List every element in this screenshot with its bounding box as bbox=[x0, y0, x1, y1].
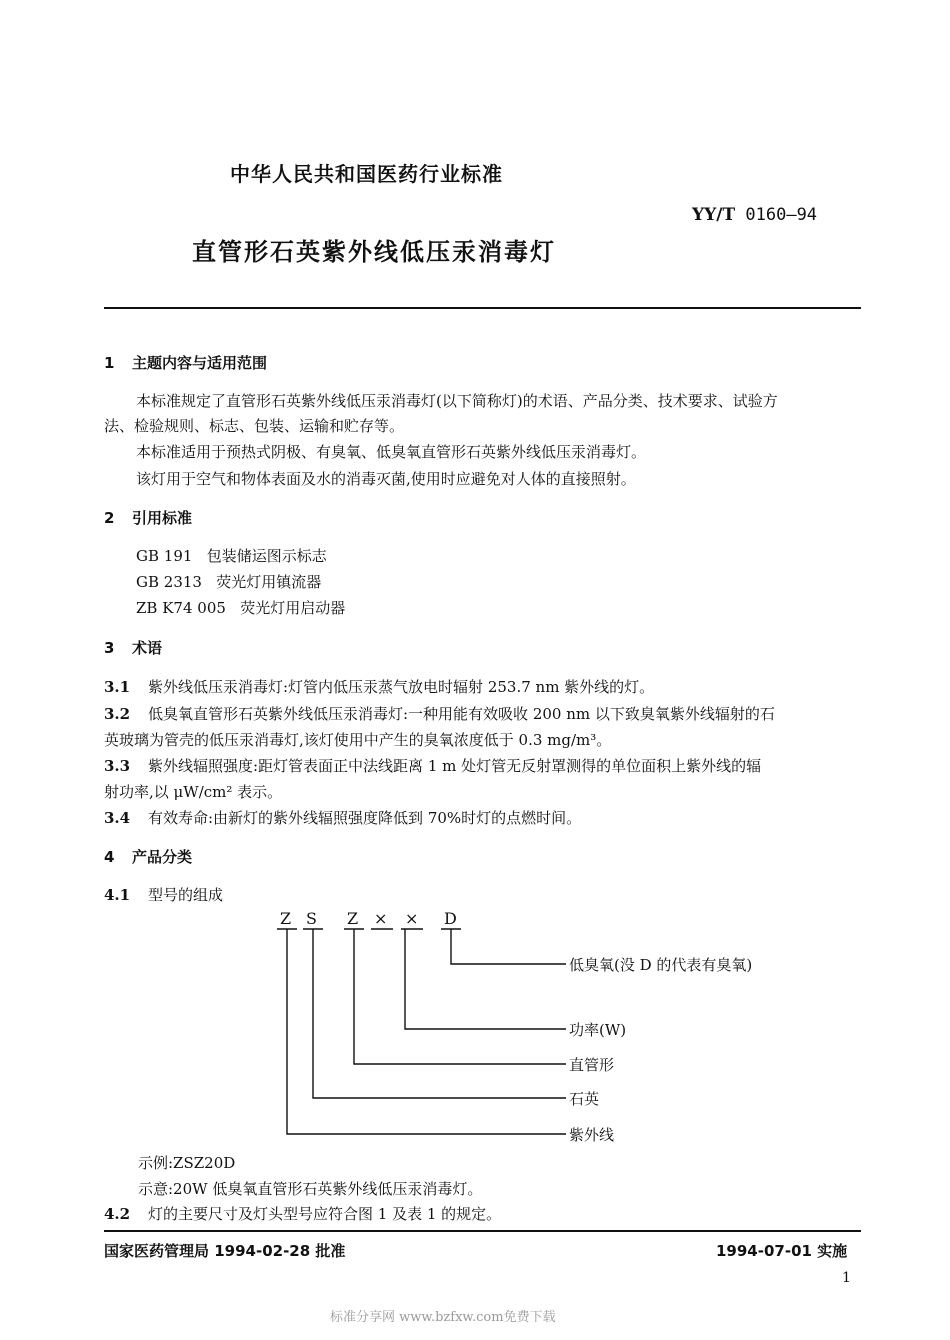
diagram-label-low-ozone: 低臭氧(没 D 的代表有臭氧) bbox=[569, 956, 753, 974]
diagram-leader-straight bbox=[354, 929, 566, 1064]
section-3-title: 术语 bbox=[132, 639, 163, 657]
document-title: 直管形石英紫外线低压汞消毒灯 bbox=[192, 238, 556, 266]
section-2-number: 2 bbox=[104, 509, 115, 527]
term-number: 3.1 bbox=[104, 678, 131, 696]
subsection-title: 型号的组成 bbox=[148, 886, 224, 904]
section-4-number: 4 bbox=[104, 848, 115, 866]
code-prefix: YY/T bbox=[692, 205, 736, 225]
diagram-label-straight: 直管形 bbox=[569, 1056, 615, 1074]
standard-org-heading: 中华人民共和国医药行业标准 bbox=[230, 162, 503, 186]
term-3-2-cont: 英玻璃为管壳的低压汞消毒灯,该灯使用中产生的臭氧浓度低于 0.3 mg/m³。 bbox=[104, 731, 612, 749]
diagram-label-quartz: 石英 bbox=[569, 1090, 600, 1108]
diagram-leader-d bbox=[451, 929, 566, 964]
implementation-date: 1994-07-01 实施 bbox=[716, 1242, 848, 1260]
term-number: 3.3 bbox=[104, 757, 131, 775]
diagram-label-uv: 紫外线 bbox=[569, 1126, 615, 1144]
term-text: 低臭氧直管形石英紫外线低压汞消毒灯:一种用能有效吸收 200 nm 以下致臭氧紫外线辐射的石 bbox=[148, 705, 775, 723]
section-3-number: 3 bbox=[104, 639, 115, 657]
code-number: 0160—94 bbox=[745, 205, 818, 225]
approval-line: 国家医药管理局 1994-02-28 批准 bbox=[104, 1242, 346, 1260]
ref-name: 包装储运图示标志 bbox=[206, 547, 327, 565]
ref-code: GB 2313 bbox=[136, 573, 202, 591]
diagram-letter: S bbox=[306, 909, 317, 928]
section-2-title: 引用标准 bbox=[132, 509, 193, 527]
term-number: 3.2 bbox=[104, 705, 131, 723]
section-1-para2: 本标准适用于预热式阴极、有臭氧、低臭氧直管形石英紫外线低压汞消毒灯。 bbox=[136, 443, 647, 461]
ref-code: GB 191 bbox=[136, 547, 193, 565]
section-4-title: 产品分类 bbox=[132, 848, 193, 866]
section-1-para3: 该灯用于空气和物体表面及水的消毒灭菌,使用时应避免对人体的直接照射。 bbox=[136, 470, 636, 488]
diagram-letter: Z bbox=[347, 909, 359, 928]
subsection-number: 4.2 bbox=[104, 1205, 131, 1223]
diagram-leader-quartz bbox=[313, 929, 566, 1098]
section-1-title: 主题内容与适用范围 bbox=[132, 354, 268, 372]
page-number: 1 bbox=[842, 1270, 851, 1286]
section-1-number: 1 bbox=[104, 354, 115, 372]
term-3-3-cont: 射功率,以 μW/cm² 表示。 bbox=[104, 783, 283, 801]
diagram-letter: Z bbox=[280, 909, 292, 928]
section-1-para1-line2: 法、检验规则、标志、包装、运输和贮存等。 bbox=[104, 417, 405, 435]
term-text: 紫外线低压汞消毒灯:灯管内低压汞蒸气放电时辐射 253.7 nm 紫外线的灯。 bbox=[148, 678, 655, 696]
ref-name: 荧光灯用启动器 bbox=[240, 599, 346, 617]
term-text: 有效寿命:由新灯的紫外线辐照强度降低到 70%时灯的点燃时间。 bbox=[148, 809, 582, 827]
section-1-para1-line1: 本标准规定了直管形石英紫外线低压汞消毒灯(以下简称灯)的术语、产品分类、技术要求、试验方 bbox=[136, 392, 778, 410]
ref-name: 荧光灯用镇流器 bbox=[216, 573, 322, 591]
subsection-text: 灯的主要尺寸及灯头型号应符合图 1 及表 1 的规定。 bbox=[148, 1205, 502, 1223]
subsection-4-2 bbox=[104, 1203, 501, 1224]
ref-code: ZB K74 005 bbox=[136, 599, 226, 617]
term-number: 3.4 bbox=[104, 809, 131, 827]
example-meaning: 示意:20W 低臭氧直管形石英紫外线低压汞消毒灯。 bbox=[138, 1180, 483, 1198]
diagram-letter: × bbox=[405, 909, 419, 928]
diagram-label-power: 功率(W) bbox=[569, 1021, 627, 1039]
term-text: 紫外线辐照强度:距灯管表面正中法线距离 1 m 处灯管无反射罩测得的单位面积上紫外线的辐 bbox=[148, 757, 762, 775]
watermark: 标准分享网 www.bzfxw.com免费下载 bbox=[330, 1310, 556, 1325]
footer-rule bbox=[104, 1230, 861, 1232]
diagram-leader-power bbox=[405, 929, 566, 1029]
diagram-letter: D bbox=[444, 909, 457, 928]
example-text: 示例:ZSZ20D bbox=[138, 1154, 236, 1172]
diagram-letter: × bbox=[374, 909, 388, 928]
subsection-number: 4.1 bbox=[104, 886, 131, 904]
diagram-leader-uv bbox=[287, 929, 566, 1134]
